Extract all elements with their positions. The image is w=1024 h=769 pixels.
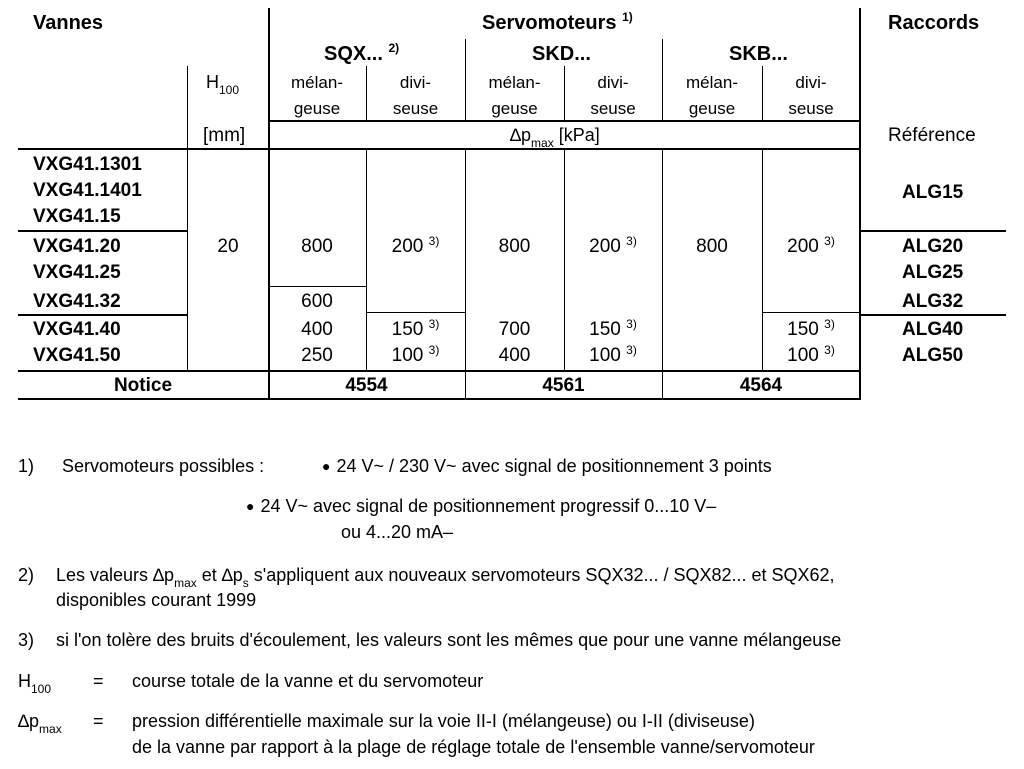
skd-divi-value: 200 $^{3)}$	[589, 234, 637, 257]
note-1-bullet-1: ● 24 V~ / 230 V~ avec signal de positionnement 3 points	[322, 456, 772, 476]
vanne-item: VXG41.40	[33, 319, 121, 340]
notice-sqx: 4554	[345, 375, 388, 396]
skd-melan-header-2: geuse	[491, 99, 538, 118]
header-vannes: Vannes	[33, 12, 104, 34]
skb-divi-value: 100 $^{3)}$	[787, 343, 835, 366]
header-h100: $H_{100}$	[206, 72, 240, 97]
bullet-icon: ●	[322, 458, 331, 474]
header-dpmax: $\Delta p_{max}$ [kPa]	[510, 125, 600, 150]
sqx-melan-value: 400	[301, 319, 333, 340]
skd-melan-value: 700	[498, 319, 531, 340]
sqx-divi-value: 150 $^{3)}$	[391, 317, 440, 340]
skb-divi-header-2: seuse	[788, 99, 834, 118]
header-mm: [mm]	[203, 125, 246, 146]
header-skd: SKD...	[532, 43, 591, 65]
notice-label: Notice	[113, 375, 173, 396]
note-3-text: si l'on tolère des bruits d'écoulement, les valeurs sont les mêmes que pour une vanne mélangeuse	[56, 630, 842, 650]
raccord-item: ALG32	[902, 291, 964, 312]
definition-dpmax-text-1: pression différentielle maximale sur la voie II-I (mélangeuse) ou I-II (diviseuse)	[132, 711, 755, 731]
raccord-item: ALG20	[902, 236, 964, 257]
sqx-melan-header-2: geuse	[293, 99, 341, 118]
notice-skb: 4564	[739, 375, 783, 396]
sqx-divi-value: 200 $^{3)}$	[391, 234, 440, 257]
note-1-bullet-2: ● 24 V~ avec signal de positionnement progressif 0...10 V–	[246, 496, 717, 516]
vanne-item: VXG41.15	[33, 206, 121, 227]
skd-divi-value: 100 $^{3)}$	[589, 343, 637, 366]
sqx-melan-value: 800	[301, 236, 333, 257]
header-servomoteurs: Servomoteurs $^{1)}$	[482, 10, 633, 34]
header-raccords: Raccords	[888, 12, 980, 34]
notice-skd: 4561	[542, 375, 585, 396]
skb-divi-value: 150 $^{3)}$	[787, 317, 835, 340]
skd-melan-header: mélan-	[488, 73, 541, 92]
skd-melan-value: 400	[498, 345, 531, 366]
sqx-melan-value: 250	[301, 345, 333, 366]
sqx-melan-header: mélan-	[291, 73, 343, 92]
skd-divi-header-2: seuse	[590, 99, 636, 118]
sqx-divi-header: divi-	[399, 73, 432, 92]
vanne-item: VXG41.50	[33, 345, 121, 366]
definition-dpmax-term: $\Delta p_{max}$	[18, 711, 62, 736]
skb-divi-value: 200 $^{3)}$	[787, 234, 835, 257]
note-3-number: 3)	[18, 630, 35, 650]
header-skb: SKB...	[729, 43, 788, 65]
note-2-number: 2)	[18, 565, 35, 585]
raccord-item: ALG25	[902, 262, 964, 283]
h100-value: 20	[217, 236, 239, 257]
skb-divi-header: divi-	[795, 73, 827, 92]
vanne-item: VXG41.25	[33, 262, 121, 283]
note-2-text-line2: disponibles courant 1999	[56, 590, 257, 610]
note-1-bullet-2-cont: ou 4...20 mA–	[341, 522, 454, 542]
skd-divi-value: 150 $^{3)}$	[589, 317, 637, 340]
bullet-icon: ●	[246, 498, 255, 514]
sqx-divi-header-2: seuse	[392, 99, 439, 118]
skd-melan-value: 800	[498, 236, 531, 257]
vanne-item: VXG41.20	[33, 236, 121, 257]
header-sqx: SQX... $^{2)}$	[324, 41, 400, 65]
vanne-item: VXG41.1401	[33, 180, 142, 201]
note-1-text: Servomoteurs possibles :	[62, 456, 265, 476]
raccord-item: ALG40	[902, 319, 964, 340]
skb-melan-value: 800	[696, 236, 728, 257]
note-2-text: Les valeurs $\Delta p_{max}$ et $\Delta p_s$ s'appliquent aux nouveaux servomoteurs SQX32... / SQX82... et SQX62,	[56, 565, 835, 590]
definition-h100-text: course totale de la vanne et du servomoteur	[132, 671, 484, 691]
skd-divi-header: divi-	[597, 73, 629, 92]
definition-dpmax-eq: =	[93, 711, 104, 731]
raccord-item: ALG50	[902, 345, 964, 366]
vanne-item: VXG41.32	[33, 291, 121, 312]
skb-melan-header: mélan-	[686, 73, 738, 92]
definition-dpmax-text-2: de la vanne par rapport à la plage de réglage totale de l'ensemble vanne/servomoteur	[132, 737, 815, 757]
sqx-divi-value: 100 $^{3)}$	[391, 343, 440, 366]
sqx-melan-value: 600	[301, 291, 333, 312]
header-reference: Référence	[888, 125, 976, 146]
vanne-item: VXG41.1301	[33, 154, 142, 175]
raccord-item: ALG15	[902, 182, 964, 203]
note-1-number: 1)	[18, 456, 35, 476]
skb-melan-header-2: geuse	[688, 99, 736, 118]
definition-h100-term: $H_{100}$	[18, 671, 52, 696]
definition-h100-eq: =	[93, 671, 104, 691]
